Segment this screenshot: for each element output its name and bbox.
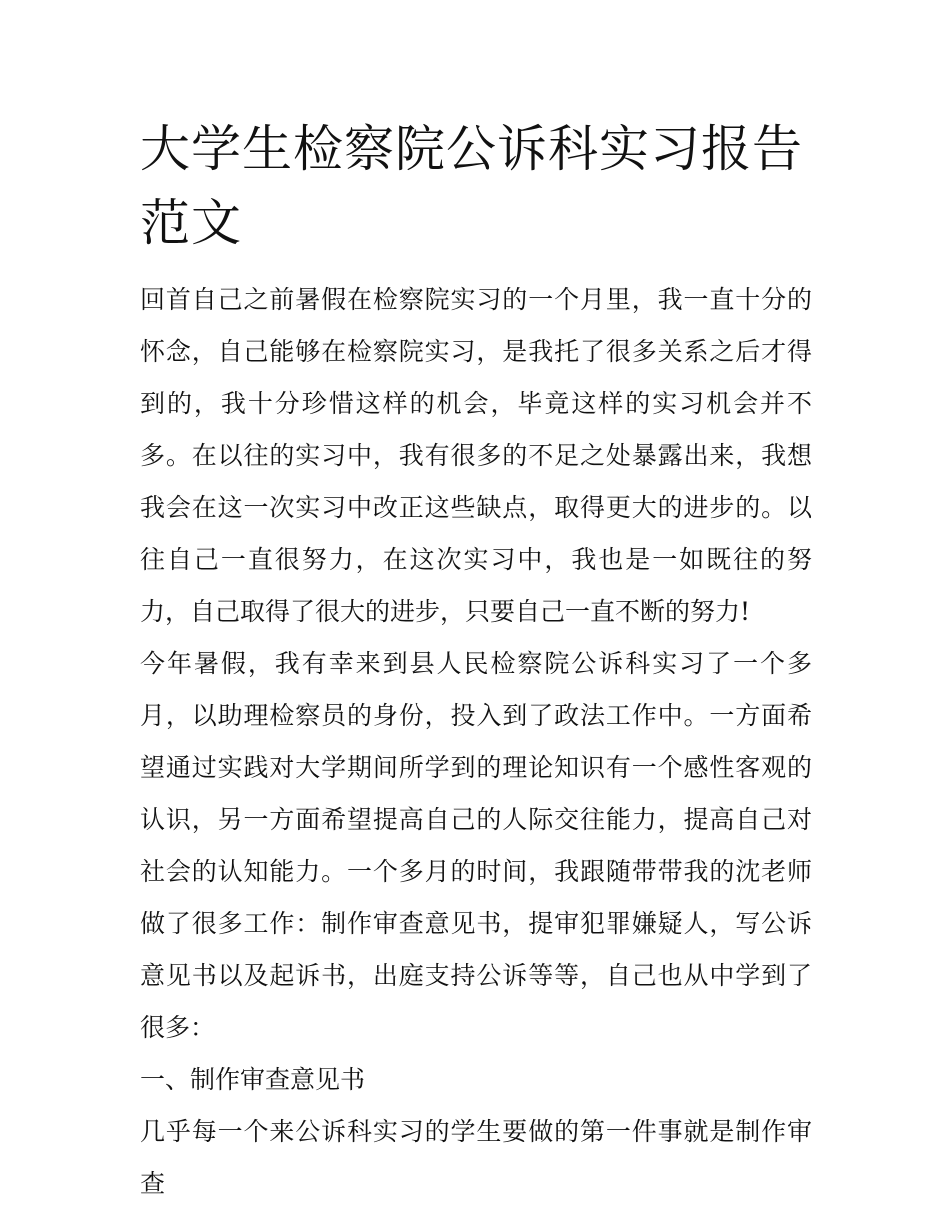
section-heading: 一、制作审查意见书 (140, 1065, 366, 1094)
paragraph-intro: 回首自己之前暑假在检察院实习的一个月里，我一直十分的怀念，自己能够在检察院实习，是我托了很多关系之后才得到的，我十分珍惜这样的机会，毕竟这样的实习机会并不多。在以往的实习中，我有很多的不足之处暴露出来，我想我会在这一次实习中改正这些缺点，取得更大的进步的。以往自己一直很努力，在这次实习中，我也是一如既往的努力，自己取得了很大的进步，只要自己一直不断的努力! (140, 285, 812, 626)
paragraph-review-opinion: 几乎每一个来公诉科实习的学生要做的第一件事就是制作审查 (140, 1117, 812, 1198)
document-title: 大学生检察院公诉科实习报告范文 (140, 120, 803, 252)
document-body (140, 274, 812, 1210)
paragraph-internship: 今年暑假，我有幸来到县人民检察院公诉科实习了一个多月，以助理检察员的身份，投入到了政法工作中。一方面希望通过实践对大学期间所学到的理论知识有一个感性客观的认识，另一方面希望提高自己的人际交往能力，提高自己对社会的认知能力。一个多月的时间，我跟随带带我的沈老师做了很多工作：制作审查意见书，提审犯罪嫌疑人，写公诉意见书以及起诉书，出庭支持公诉等等，自己也从中学到了很多： (140, 649, 812, 1042)
